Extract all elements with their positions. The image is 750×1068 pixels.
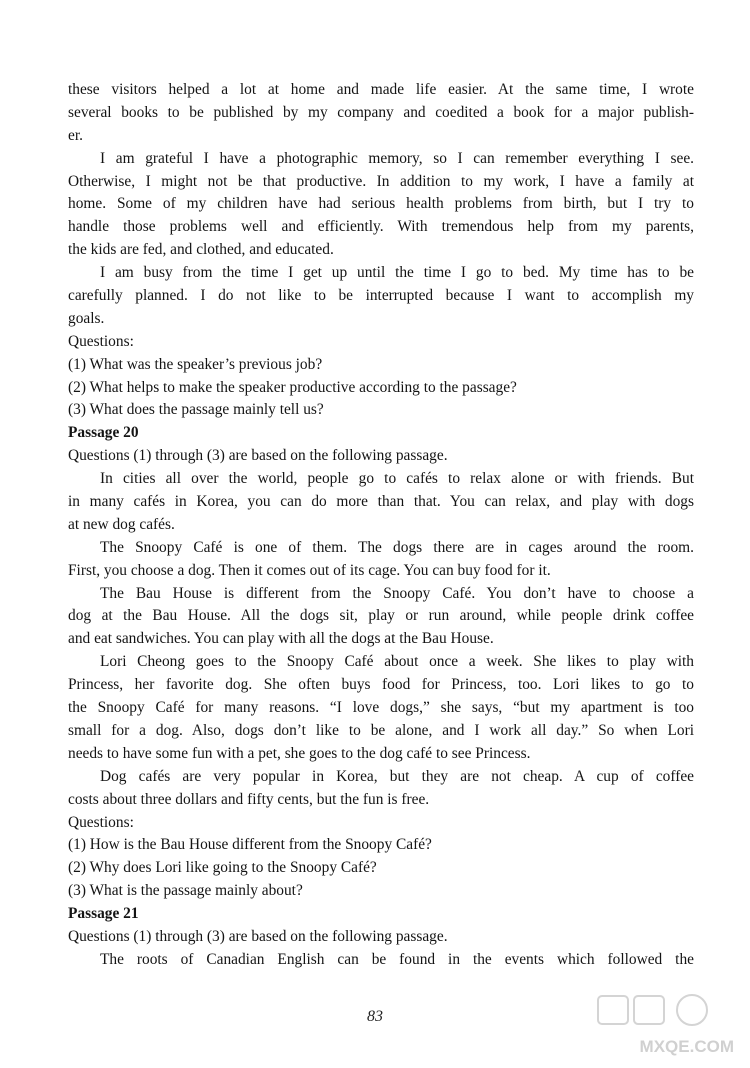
text-line: (3) What is the passage mainly about? bbox=[68, 882, 303, 900]
svg-text:MXQE.COM: MXQE.COM bbox=[639, 1037, 734, 1056]
text-line: in many cafés in Korea, you can do more than that. You can relax, and play with dogs bbox=[68, 493, 694, 511]
text-line: at new dog cafés. bbox=[68, 515, 175, 533]
text-line: (1) What was the speaker’s previous job? bbox=[68, 355, 323, 373]
text-line: The Bau House is different from the Snoopy Café. You don’t have to choose a bbox=[100, 584, 694, 602]
text-line: Princess, her favorite dog. She often buys food for Princess, too. Lori likes to go to bbox=[68, 676, 694, 694]
page-number: 83 bbox=[367, 1008, 383, 1025]
site-watermark-logo bbox=[590, 990, 740, 1060]
text-line: Dog cafés are very popular in Korea, but they are not cheap. A cup of coffee bbox=[100, 767, 694, 785]
text-line: I am busy from the time I get up until the time I go to bed. My time has to be bbox=[100, 264, 694, 282]
text-line: Lori Cheong goes to the Snoopy Café about once a week. She likes to play with bbox=[100, 653, 694, 671]
text-line: Questions (1) through (3) are based on the following passage. bbox=[68, 447, 448, 465]
text-line: needs to have some fun with a pet, she goes to the dog café to see Princess. bbox=[68, 744, 531, 762]
text-line: dog at the Bau House. All the dogs sit, play or run around, while people drink coffee bbox=[68, 607, 694, 625]
text-line: (2) What helps to make the speaker productive according to the passage? bbox=[68, 378, 517, 396]
text-line: The Snoopy Café is one of them. The dogs there are in cages around the room. bbox=[100, 538, 694, 556]
text-line: the Snoopy Café for many reasons. “I love dogs,” she says, “but my apartment is too bbox=[68, 699, 694, 717]
text-line: First, you choose a dog. Then it comes out of its cage. You can buy food for it. bbox=[68, 561, 551, 579]
text-line: The roots of Canadian English can be found in the events which followed the bbox=[100, 950, 694, 968]
text-line: these visitors helped a lot at home and made life easier. At the same time, I wrote bbox=[68, 81, 694, 98]
text-line: carefully planned. I do not like to be interrupted because I want to accomplish my bbox=[68, 287, 694, 305]
text-line: home. Some of my children have had serious health problems from birth, but I try to bbox=[68, 195, 694, 213]
text-line: I am grateful I have a photographic memory, so I can remember everything I see. bbox=[100, 149, 694, 167]
text-line: (2) Why does Lori like going to the Snoopy Café? bbox=[68, 859, 377, 877]
text-line: handle those problems well and efficiently. With tremendous help from my parents, bbox=[68, 218, 694, 236]
text-line: er. bbox=[68, 126, 83, 144]
text-line: (3) What does the passage mainly tell us? bbox=[68, 401, 324, 419]
text-line: (1) How is the Bau House different from the Snoopy Café? bbox=[68, 836, 432, 854]
text-line: and eat sandwiches. You can play with all the dogs at the Bau House. bbox=[68, 630, 494, 648]
text-line: goals. bbox=[68, 309, 105, 327]
text-line: the kids are fed, and clothed, and educated. bbox=[68, 241, 334, 259]
text-line: several books to be published by my company and coedited a book for a major publish- bbox=[68, 103, 694, 121]
text-line: In cities all over the world, people go to cafés to relax alone or with friends. But bbox=[100, 470, 694, 488]
passage-heading: Passage 20 bbox=[68, 424, 139, 442]
text-line: costs about three dollars and fifty cents, but the fun is free. bbox=[68, 790, 430, 808]
text-line: Questions: bbox=[68, 332, 134, 350]
text-line: small for a dog. Also, dogs don’t like to be alone, and I work all day.” So when Lori bbox=[68, 721, 694, 739]
text-line: Otherwise, I might not be that productive. In addition to my work, I have a family at bbox=[68, 172, 694, 190]
text-line: Questions (1) through (3) are based on the following passage. bbox=[68, 927, 448, 945]
page-body bbox=[68, 79, 694, 972]
passage-heading: Passage 21 bbox=[68, 905, 139, 923]
text-line: Questions: bbox=[68, 813, 134, 831]
